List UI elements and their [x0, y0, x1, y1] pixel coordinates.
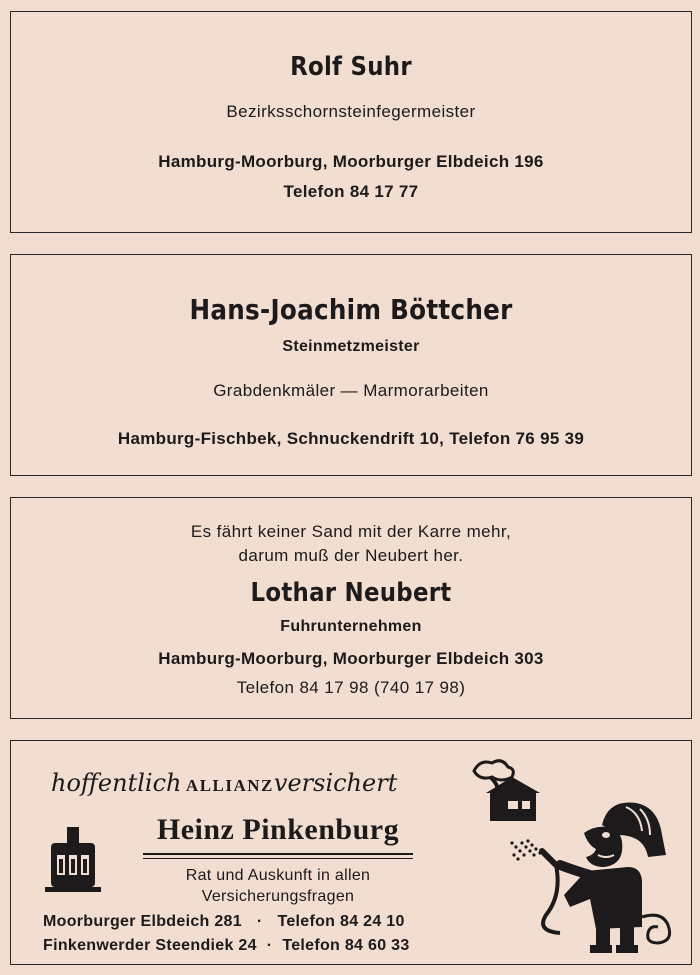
address: Hamburg-Fischbek, Schnuckendrift 10, Telefon 76 95 39	[117, 429, 585, 448]
info-text	[143, 865, 413, 907]
address-1: Moorburger Elbdeich 281	[43, 913, 242, 930]
profession: Bezirksschornsteinfegermeister	[226, 102, 476, 121]
slogan-line-2: darum muß der Neubert her.	[238, 546, 464, 565]
ad-lothar-neubert	[10, 497, 692, 719]
ad-rolf-suhr	[10, 11, 692, 233]
advertiser-name: Lothar Neubert	[250, 578, 452, 608]
phone-1: Telefon 84 24 10	[277, 913, 405, 930]
phone-2: Telefon 84 60 33	[282, 937, 410, 954]
name-underline	[143, 853, 413, 855]
contact-row-2	[43, 937, 410, 955]
advertiser-name: Heinz Pinkenburg	[156, 813, 400, 846]
address-2: Finkenwerder Steendiek 24	[43, 937, 257, 954]
slogan-line-1: Es fährt keiner Sand mit der Karre mehr,	[190, 522, 512, 541]
separator: ·	[256, 913, 263, 930]
ad-hans-joachim-boettcher	[10, 254, 692, 476]
contact-row-1	[43, 913, 405, 931]
name-underline-thin	[143, 858, 413, 859]
chimney-sweep-illustration-icon	[456, 747, 686, 959]
tagline-brand: ALLIANZ	[185, 776, 274, 795]
address: Hamburg-Moorburg, Moorburger Elbdeich 303	[158, 649, 544, 668]
tagline-pre: hoffentlich	[51, 769, 182, 797]
ad-heinz-pinkenburg	[10, 740, 692, 965]
info-line-2: Versicherungsfragen	[201, 888, 355, 905]
phone: Telefon 84 17 77	[283, 182, 419, 201]
separator: ·	[266, 937, 273, 954]
advertiser-name: Hans-Joachim Böttcher	[189, 293, 513, 326]
tagline-post: versichert	[273, 769, 398, 797]
phone: Telefon 84 17 98 (740 17 98)	[236, 678, 466, 697]
profession: Fuhrunternehmen	[280, 618, 422, 635]
allianz-tagline	[51, 769, 397, 797]
advertiser-name: Rolf Suhr	[290, 52, 412, 82]
address: Hamburg-Moorburg, Moorburger Elbdeich 196	[158, 152, 544, 171]
services: Grabdenkmäler — Marmorarbeiten	[213, 381, 489, 400]
profession: Steinmetzmeister	[282, 338, 420, 355]
name-block	[143, 813, 413, 859]
allianz-logo-icon	[43, 825, 103, 895]
info-line-1: Rat und Auskunft in allen	[185, 867, 371, 884]
